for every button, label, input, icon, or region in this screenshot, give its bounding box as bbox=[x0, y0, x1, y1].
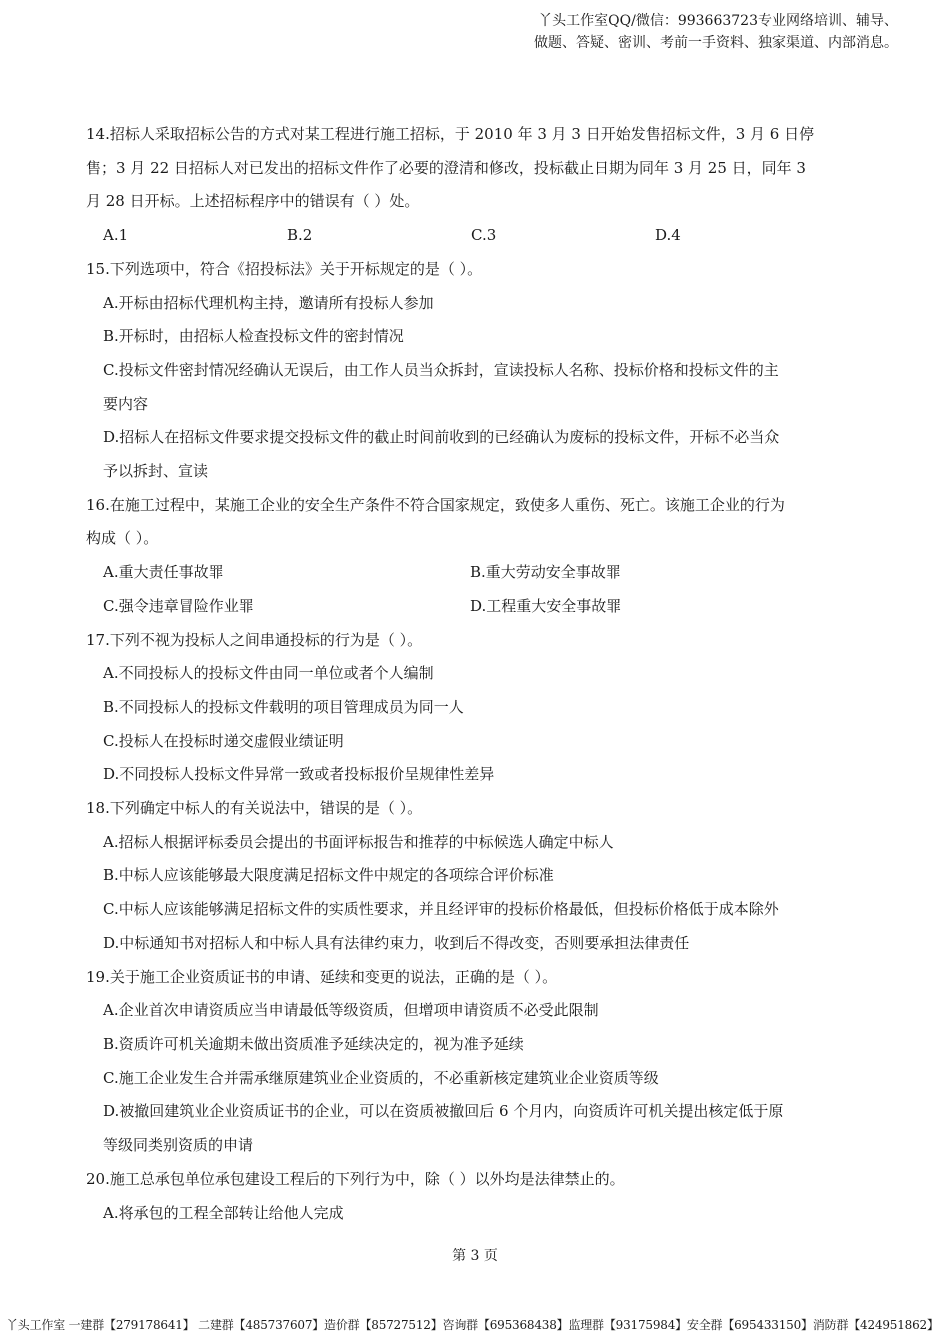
q17-option-c: C.投标人在投标时递交虚假业绩证明 bbox=[103, 731, 344, 750]
q16-option-b: B.重大劳动安全事故罪 bbox=[470, 563, 621, 582]
q15-option-c-2: 要内容 bbox=[103, 394, 149, 413]
q17-stem: 17.下列不视为投标人之间串通投标的行为是（ ）。 bbox=[86, 630, 423, 649]
q14-option-c: C.3 bbox=[471, 226, 497, 245]
q14-options bbox=[86, 219, 866, 253]
q14-stem-2: 售；3 月 22 日招标人对已发出的招标文件作了必要的澄清和修改，投标截止日期为同年 3 月 25 日，同年 3 bbox=[86, 158, 806, 177]
q19-option-d-1: D.被撤回建筑业企业资质证书的企业，可以在资质被撤回后 6 个月内，向资质许可机关提出核定低于原 bbox=[103, 1102, 784, 1121]
q16-options-row-1 bbox=[86, 556, 866, 590]
q14-stem-1: 14.招标人采取招标公告的方式对某工程进行施工招标，于 2010 年 3 月 3 日开始发售招标文件，3 月 6 日停 bbox=[86, 125, 815, 143]
q16-stem-2: 构成（ ）。 bbox=[86, 529, 159, 548]
q19-option-d-2: 等级同类别资质的申请 bbox=[103, 1136, 254, 1155]
q16-stem-1: 16.在施工过程中，某施工企业的安全生产条件不符合国家规定，致使多人重伤、死亡。该施工企业的行为 bbox=[86, 495, 785, 514]
page-number: 第 3 页 bbox=[452, 1248, 498, 1264]
q15-stem: 15.下列选项中，符合《招投标法》关于开标规定的是（ ）。 bbox=[86, 259, 483, 278]
q15-option-d-2: 予以拆封、宣读 bbox=[103, 462, 209, 481]
q20-option-a: A.将承包的工程全部转让给他人完成 bbox=[103, 1203, 344, 1222]
q19-option-c: C.施工企业发生合并需承继原建筑业企业资质的，不必重新核定建筑业企业资质等级 bbox=[103, 1068, 659, 1087]
q17-option-d: D.不同投标人投标文件异常一致或者投标报价呈规律性差异 bbox=[103, 765, 495, 784]
q18-stem: 18.下列确定中标人的有关说法中，错误的是（ ）。 bbox=[86, 799, 423, 818]
q15-option-a: A.开标由招标代理机构主持，邀请所有投标人参加 bbox=[103, 293, 434, 312]
q19-stem: 19.关于施工企业资质证书的申请、延续和变更的说法，正确的是（ ）。 bbox=[86, 967, 558, 986]
q16-option-d: D.工程重大安全事故罪 bbox=[470, 596, 622, 615]
question-content bbox=[86, 118, 866, 1230]
q14-option-a: A.1 bbox=[103, 226, 129, 245]
q16-option-a: A.重大责任事故罪 bbox=[103, 563, 224, 582]
header-contact bbox=[478, 10, 898, 54]
q14-option-b: B.2 bbox=[287, 226, 313, 245]
q15-option-c-1: C.投标文件密封情况经确认无误后，由工作人员当众拆封，宣读投标人名称、投标价格和投标文件的主 bbox=[103, 360, 779, 379]
q17-option-a: A.不同投标人的投标文件由同一单位或者个人编制 bbox=[103, 664, 434, 683]
q14-stem-3: 月 28 日开标。上述招标程序中的错误有（ ）处。 bbox=[86, 192, 420, 211]
q18-option-b: B.中标人应该能够最大限度满足招标文件中规定的各项综合评价标准 bbox=[103, 866, 554, 885]
q14-option-d: D.4 bbox=[655, 226, 681, 245]
q18-option-d: D.中标通知书对招标人和中标人具有法律约束力，收到后不得改变，否则要承担法律责任 bbox=[103, 933, 690, 952]
q18-option-a: A.招标人根据评标委员会提出的书面评标报告和推荐的中标候选人确定中标人 bbox=[103, 832, 614, 851]
q15-option-b: B.开标时，由招标人检查投标文件的密封情况 bbox=[103, 327, 404, 346]
q16-option-c: C.强令违章冒险作业罪 bbox=[103, 596, 254, 615]
q19-option-b: B.资质许可机关逾期未做出资质准予延续决定的，视为准予延续 bbox=[103, 1034, 524, 1053]
q20-stem: 20.施工总承包单位承包建设工程后的下列行为中，除（ ）以外均是法律禁止的。 bbox=[86, 1169, 625, 1188]
q18-option-c: C.中标人应该能够满足招标文件的实质性要求，并且经评审的投标价格最低，但投标价格低于成本除外 bbox=[103, 900, 779, 919]
header-line-2: 做题、答疑、密训、考前一手资料、独家渠道、内部消息。 bbox=[534, 35, 898, 51]
footer-groups: 丫头工作室 一建群【279178641】 二建群【485737607】造价群【85727512】咨询群【695368438】监理群【93175984】安全群【695433150】消防群【424951862】 bbox=[6, 1318, 939, 1332]
q19-option-a: A.企业首次申请资质应当申请最低等级资质，但增项申请资质不必受此限制 bbox=[103, 1001, 599, 1020]
q15-option-d-1: D.招标人在招标文件要求提交投标文件的截止时间前收到的已经确认为废标的投标文件，开标不必当众 bbox=[103, 428, 780, 447]
header-line-1: 丫头工作室QQ/微信：993663723专业网络培训、辅导、 bbox=[538, 13, 898, 29]
q16-options-row-2 bbox=[86, 590, 866, 624]
q17-option-b: B.不同投标人的投标文件载明的项目管理成员为同一人 bbox=[103, 697, 464, 716]
